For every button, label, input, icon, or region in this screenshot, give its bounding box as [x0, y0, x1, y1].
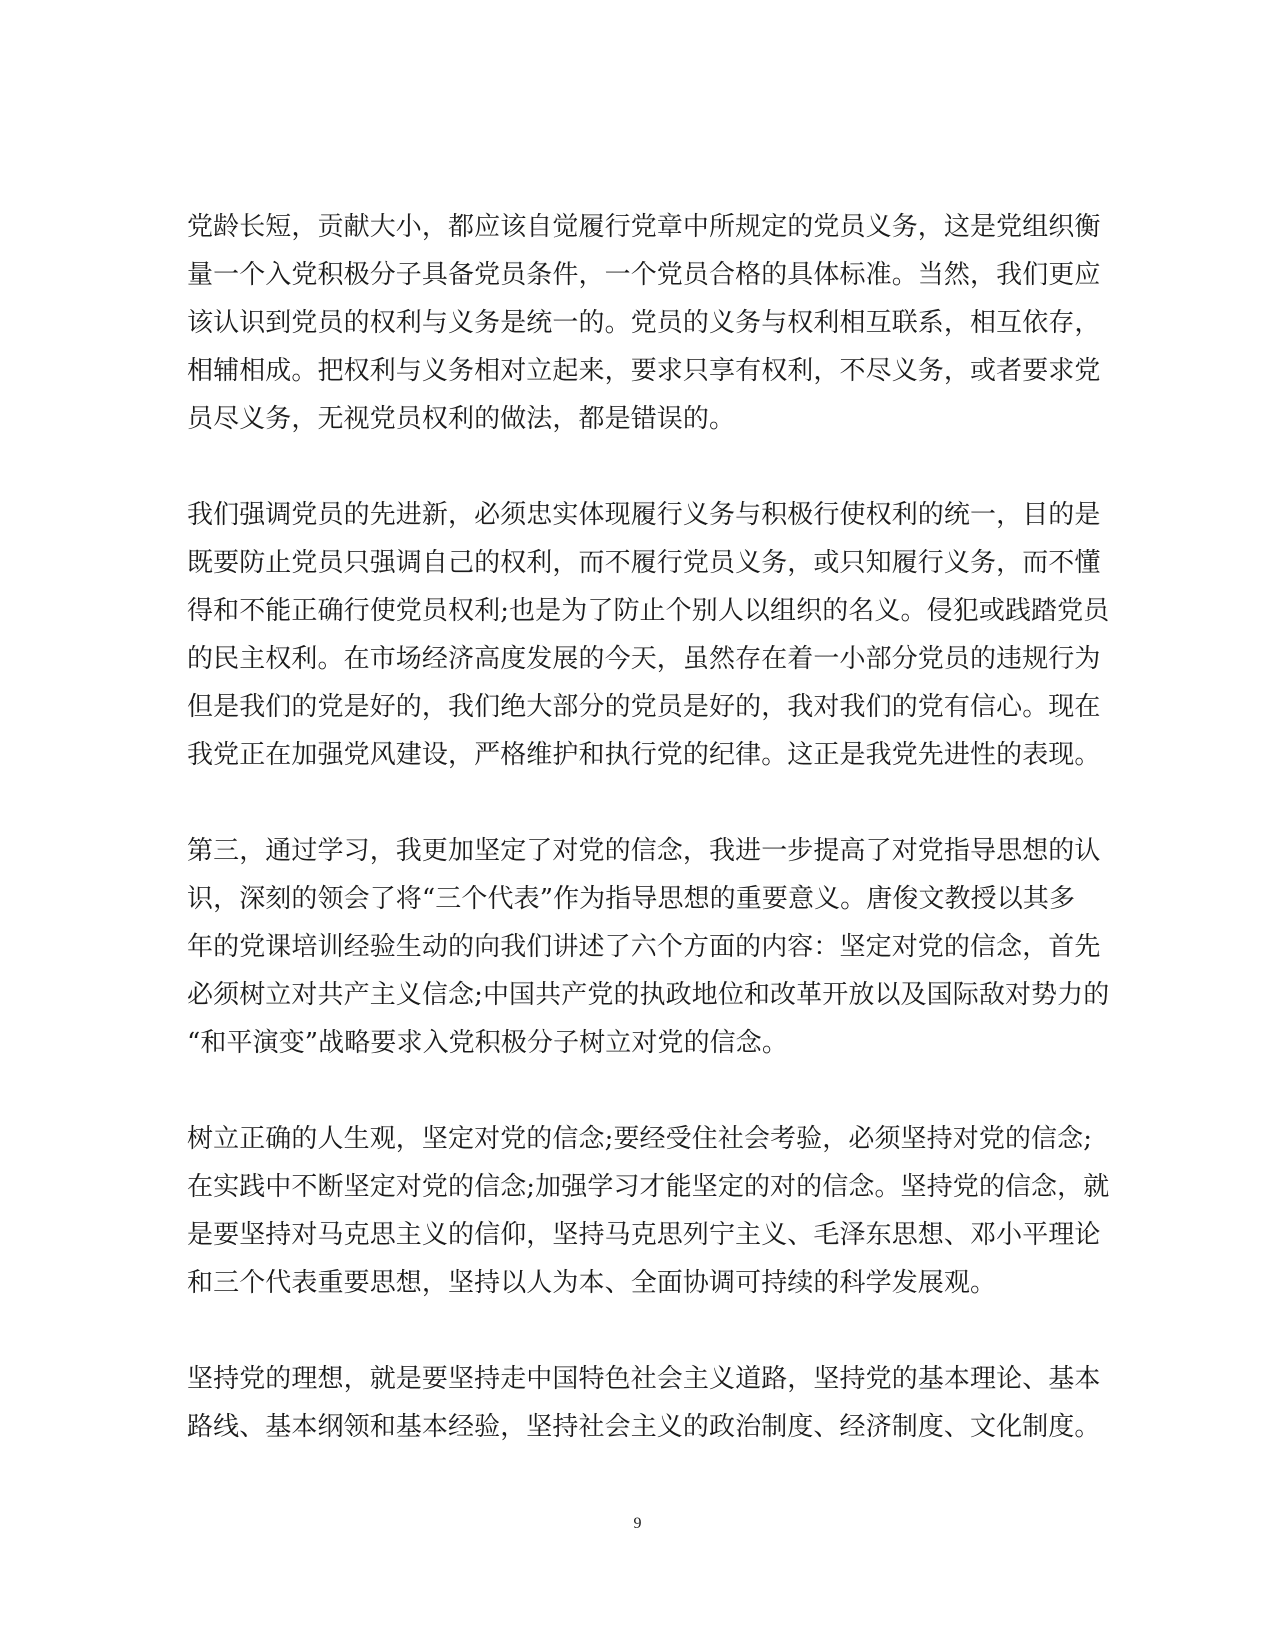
text-line: 相辅相成。把权利与义务相对立起来，要求只享有权利，不尽义务，或者要求党: [187, 356, 1101, 386]
text-line: 我党正在加强党风建设，严格维护和执行党的纪律。这正是我党先进性的表现。: [187, 740, 1101, 770]
paragraph: [187, 491, 1110, 779]
paragraph: [187, 1355, 1101, 1451]
text-line: 路线、基本纲领和基本经验，坚持社会主义的政治制度、经济制度、文化制度。: [187, 1412, 1101, 1442]
text-line: 党龄长短，贡献大小，都应该自觉履行党章中所规定的党员义务，这是党组织衡: [187, 212, 1101, 242]
text-line: 必须树立对共产主义信念;中国共产党的执政地位和改革开放以及国际敌对势力的: [187, 980, 1110, 1010]
text-line: 员尽义务，无视党员权利的做法，都是错误的。: [187, 404, 736, 434]
text-line: 是要坚持对马克思主义的信仰，坚持马克思列宁主义、毛泽东思想、邓小平理论: [187, 1220, 1101, 1250]
paragraph: [187, 1115, 1110, 1307]
paragraph: [187, 203, 1101, 443]
paragraph: [187, 827, 1110, 1067]
text-line: 坚持党的理想，就是要坚持走中国特色社会主义道路，坚持党的基本理论、基本: [187, 1364, 1101, 1394]
text-line: 第三，通过学习，我更加坚定了对党的信念，我进一步提高了对党指导思想的认: [187, 836, 1101, 866]
text-line: 的民主权利。在市场经济高度发展的今天，虽然存在着一小部分党员的违规行为: [187, 644, 1101, 674]
text-line: 既要防止党员只强调自己的权利，而不履行党员义务，或只知履行义务，而不懂: [187, 548, 1101, 578]
text-line: 和三个代表重要思想，坚持以人为本、全面协调可持续的科学发展观。: [187, 1268, 997, 1298]
text-line: 得和不能正确行使党员权利;也是为了防止个别人以组织的名义。侵犯或践踏党员: [187, 596, 1110, 626]
page-number: 9: [633, 1515, 642, 1532]
text-line: 年的党课培训经验生动的向我们讲述了六个方面的内容：坚定对党的信念，首先: [187, 932, 1101, 962]
text-line: 树立正确的人生观，坚定对党的信念;要经受住社会考验，必须坚持对党的信念;: [187, 1124, 1093, 1154]
text-line: 量一个入党积极分子具备党员条件，一个党员合格的具体标准。当然，我们更应: [187, 260, 1101, 290]
text-line: 但是我们的党是好的，我们绝大部分的党员是好的，我对我们的党有信心。现在: [187, 692, 1101, 722]
text-line: 该认识到党员的权利与义务是统一的。党员的义务与权利相互联系，相互依存，: [187, 308, 1101, 338]
document-body: [187, 203, 1110, 1499]
text-line: “和平演变”战略要求入党积极分子树立对党的信念。: [187, 1028, 788, 1058]
text-line: 在实践中不断坚定对党的信念;加强学习才能坚定的对的信念。坚持党的信念，就: [187, 1172, 1110, 1202]
text-line: 识，深刻的领会了将“三个代表”作为指导思想的重要意义。唐俊文教授以其多: [187, 884, 1076, 914]
text-line: 我们强调党员的先进新，必须忠实体现履行义务与积极行使权利的统一，目的是: [187, 500, 1101, 530]
